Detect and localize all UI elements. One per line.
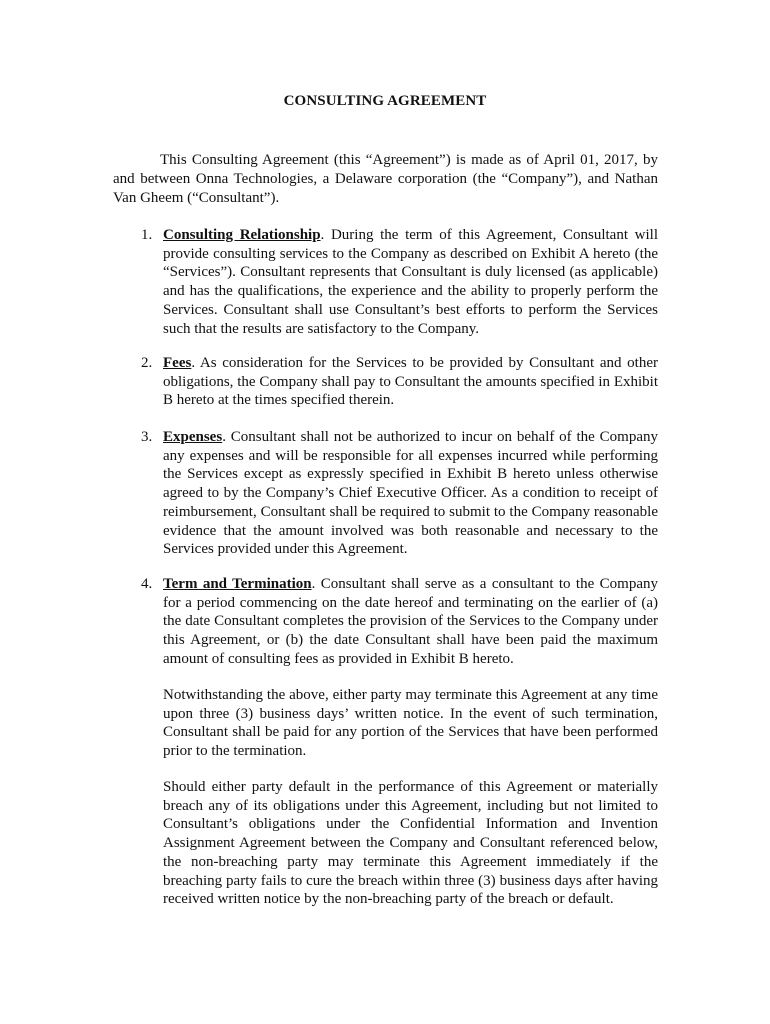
section-heading: Term and Termination <box>163 576 312 592</box>
breach-default-paragraph: Should either party default in the performance of this Agreement or materially breach any of its obligations under this Agreement, including but not limited to Consultant’s obligations under the Confidential Information and Invention Assignment Agreement between the Company and Consultant referenced below, the non-breaching party may terminate this Agreement immediately if the breaching party fails to cure the breach within three (3) business days after having received written notice by the non-breaching party of the breach or default. <box>163 779 658 908</box>
section-body <box>163 428 658 559</box>
section-consulting-relationship <box>141 226 658 338</box>
section-body <box>163 354 658 410</box>
section-expenses <box>141 428 658 559</box>
section-heading: Fees <box>163 355 192 371</box>
section-heading: Consulting Relationship <box>163 227 321 243</box>
section-fees <box>141 354 658 410</box>
section-term-and-termination <box>141 575 658 669</box>
section-text: . Consultant shall serve as a consultant to the Company for a period commencing on the date hereof and terminating on the earlier of (a) the date Consultant completes the provision of the Services to the Company under this Agreement, or (b) the date Consultant shall have been paid the maximum amount of consulting fees as provided in Exhibit B hereto. <box>163 576 658 667</box>
section-text: . As consideration for the Services to be provided by Consultant and other obligations, the Company shall pay to Consultant the amounts specified in Exhibit B hereto at the times specified therein. <box>163 355 658 409</box>
document-title: CONSULTING AGREEMENT <box>283 93 487 109</box>
intro-paragraph: This Consulting Agreement (this “Agreement”) is made as of April 01, 2017, by and between Onna Technologies, a Delaware corporation (the “Company”), and Nathan Van Gheem (“Consultant”). <box>113 152 658 206</box>
section-number: 1. <box>141 227 153 243</box>
section-heading: Expenses <box>163 429 223 445</box>
section-text: . Consultant shall not be authorized to incur on behalf of the Company any expenses and will be responsible for all expenses incurred while performing the Services except as expressly specified in Exhibit B hereto unless otherwise agreed to by the Company’s Chief Executive Officer. As a condition to receipt of reimbursement, Consultant shall be required to submit to the Company reasonable evidence that the amount involved was both reasonable and necessary to the Services provided under this Agreement. <box>163 429 658 558</box>
termination-notice-paragraph: Notwithstanding the above, either party may terminate this Agreement at any time upon three (3) business days’ written notice. In the event of such termination, Consultant shall be paid for any portion of the Services that have been performed prior to the termination. <box>163 687 658 760</box>
section-number: 4. <box>141 576 153 592</box>
section-number: 3. <box>141 429 153 445</box>
section-body <box>163 226 658 338</box>
section-number: 2. <box>141 355 153 371</box>
section-text: . During the term of this Agreement, Consultant will provide consulting services to the Company as described on Exhibit A hereto (the “Services”). Consultant represents that Consultant is duly licensed (as applicable) and has the qualifications, the experience and the ability to properly perform the Services. Consultant shall use Consultant’s best efforts to perform the Services such that the results are satisfactory to the Company. <box>163 227 658 337</box>
section-body <box>163 575 658 669</box>
